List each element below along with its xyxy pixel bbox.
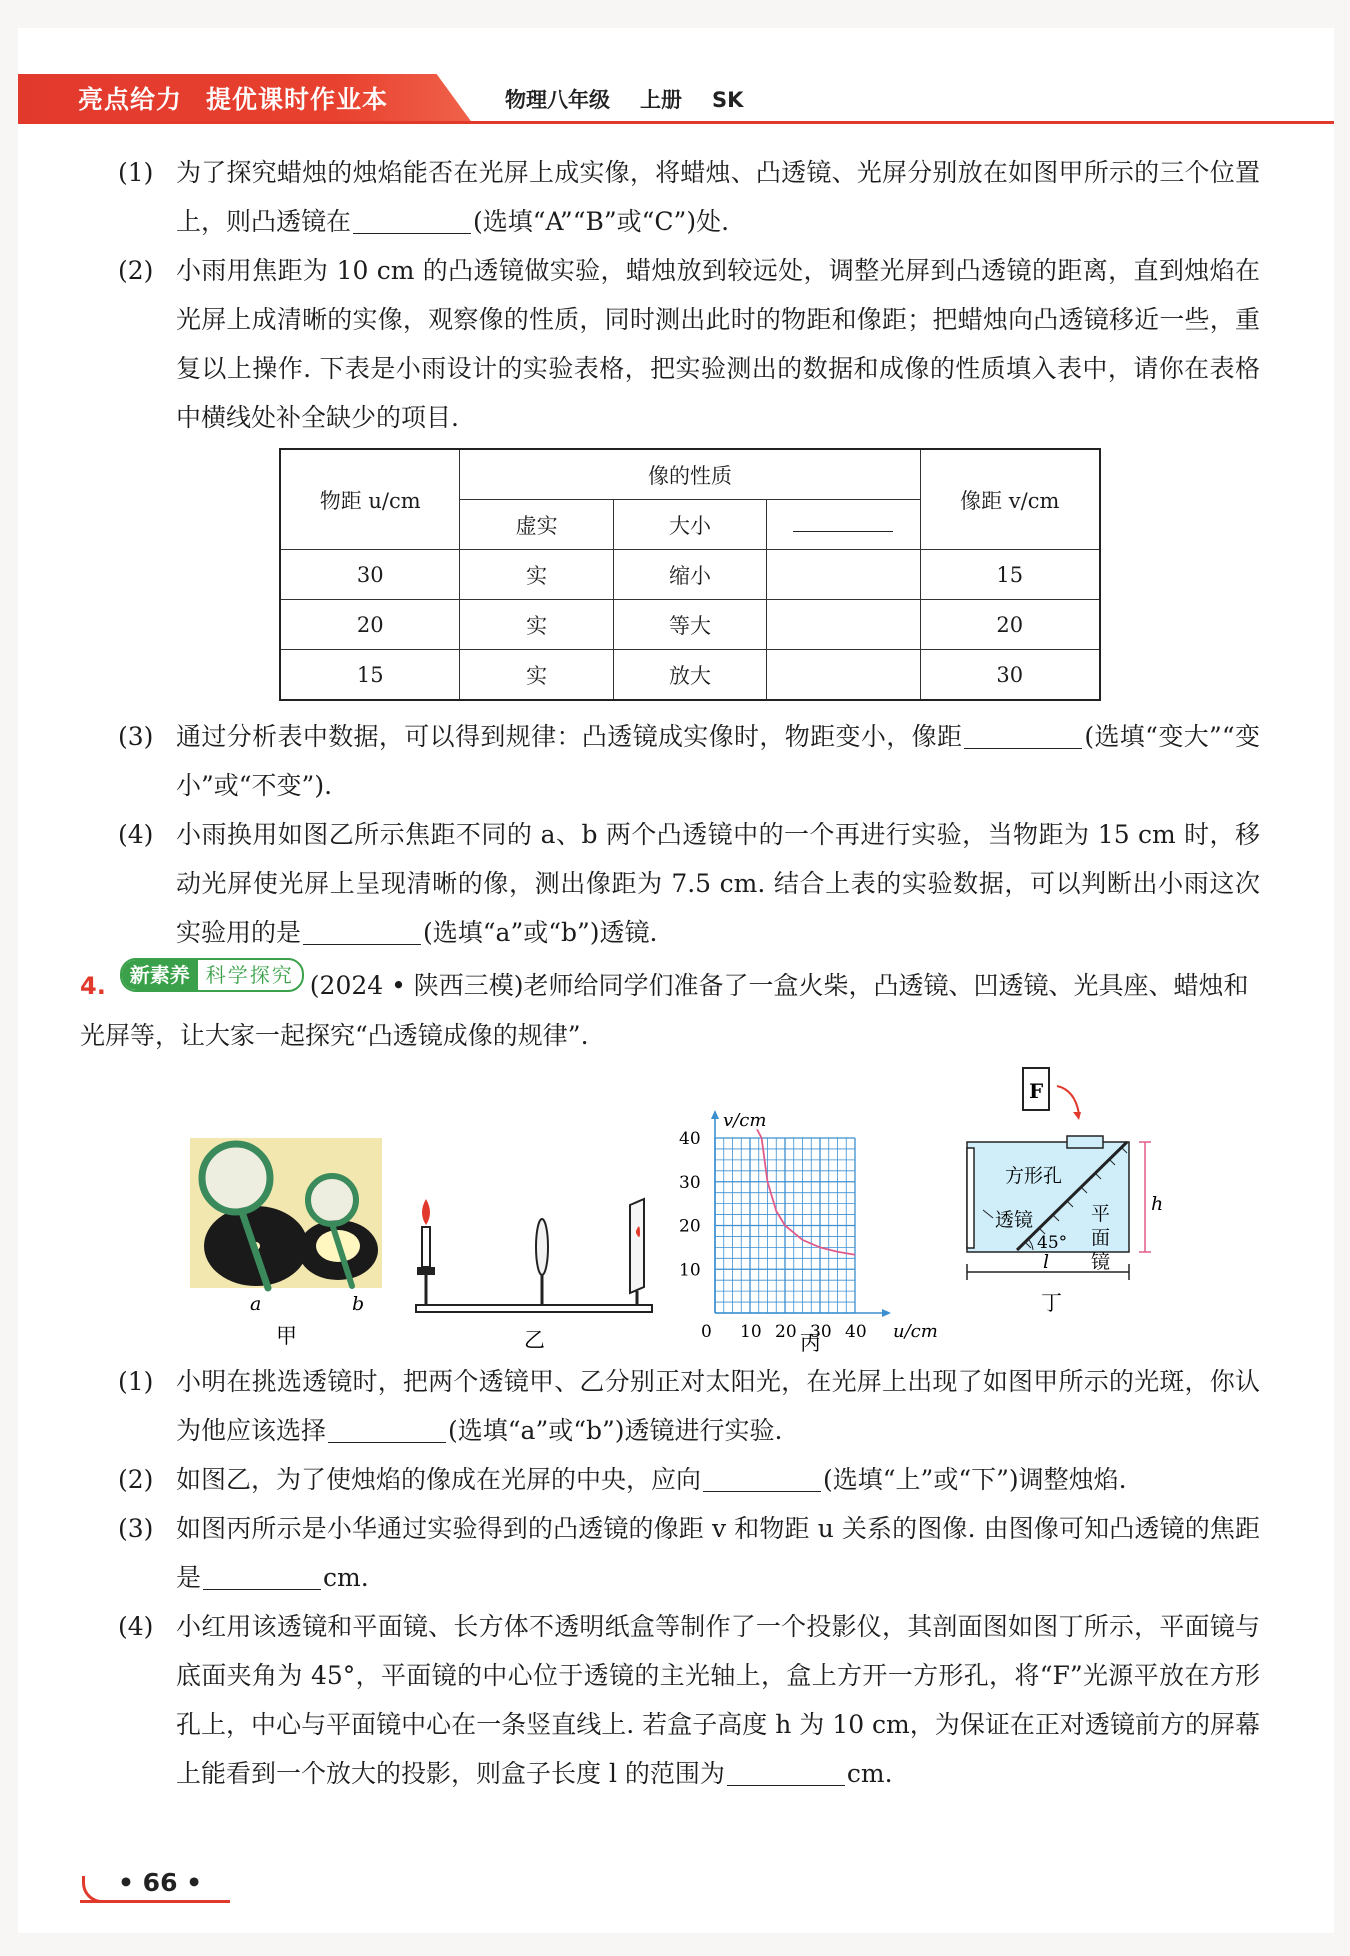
- y-tick-label: 10: [679, 1260, 701, 1281]
- question-text: (选填“a”或“b”)透镜进行实验.: [448, 1416, 783, 1445]
- cell-u: 30: [280, 550, 460, 600]
- cell-real: 实: [460, 650, 613, 701]
- header-rule: [18, 121, 1334, 124]
- answer-blank[interactable]: [353, 208, 471, 234]
- flame-icon: [422, 1199, 430, 1225]
- y-axis-label: v/cm: [723, 1110, 767, 1131]
- answer-blank[interactable]: [727, 1760, 845, 1786]
- brand-name: 亮点给力: [78, 85, 183, 114]
- part-number: (1): [118, 158, 154, 187]
- cell-v: 15: [920, 550, 1100, 600]
- cell-u: 15: [280, 650, 460, 701]
- question-4: [80, 958, 1260, 1060]
- question-text: (选填“变大”“变小”或“不变”).: [176, 722, 1260, 800]
- figure-jia: [190, 1138, 385, 1358]
- hole-label: 方形孔: [1005, 1165, 1063, 1187]
- question-text: 小雨换用如图乙所示焦距不同的 a、b 两个凸透镜中的一个再进行实验，当物距为 15 cm 时，移动光屏使光屏上呈现清晰的像，测出像距为 7.5 cm. 结合上表的实验数据，可以判断出小雨这次实验用的是: [176, 820, 1260, 947]
- candle: [422, 1227, 430, 1267]
- question-text: cm.: [846, 1759, 893, 1788]
- angle-label: 45°: [1037, 1233, 1068, 1253]
- l-label: l: [1043, 1251, 1050, 1273]
- series-name: 提优课时作业本: [206, 85, 389, 114]
- x-tick-label: 30: [810, 1322, 832, 1342]
- part-number: (3): [118, 1514, 154, 1543]
- question-text: 小雨用焦距为 10 cm 的凸透镜做实验，蜡烛放到较远处，调整光屏到凸透镜的距离，直到烛焰在光屏上成清晰的实像，观察像的性质，同时测出此时的物距和像距；把蜡烛向凸透镜移近一些，重复以上操作. 下表是小雨设计的实验表格，把实验测出的数据和成像的性质填入表中，请你在表格中横线处补全缺少的项目.: [176, 256, 1260, 432]
- question-intro: (2024 • 陕西三模)老师给同学们准备了一盒火柴，凸透镜、凹透镜、光具座、蜡烛和光屏等，让大家一起探究“凸透镜成像的规律”.: [80, 971, 1249, 1050]
- y-axis-arrow-icon: [711, 1110, 719, 1119]
- question-text: 小明在挑选透镜时，把两个透镜甲、乙分别正对太阳光，在光屏上出现了如图甲所示的光斑，你认为他应该选择: [176, 1367, 1260, 1445]
- cell-empty[interactable]: [767, 600, 920, 650]
- table-row: [280, 650, 1100, 701]
- cell-size: 等大: [613, 600, 766, 650]
- part-number: (4): [118, 820, 154, 849]
- x-tick-label: 20: [775, 1322, 797, 1342]
- cell-empty[interactable]: [767, 650, 920, 701]
- footer-rule: [80, 1900, 230, 1903]
- header-real: 虚实: [460, 500, 613, 550]
- question-number: 4.: [80, 972, 106, 1000]
- q4-part-1: [120, 1357, 1260, 1455]
- cell-size: 放大: [613, 650, 766, 701]
- q4-part-3: [120, 1504, 1260, 1602]
- caption-bing: 丙: [800, 1331, 821, 1355]
- q3-part-2: [120, 246, 1260, 442]
- optical-bench: [416, 1305, 652, 1312]
- badge-label: 新素养: [122, 960, 198, 990]
- answer-blank[interactable]: [703, 1466, 821, 1492]
- part-number: (1): [118, 1367, 154, 1396]
- chart-series-line: [757, 1129, 855, 1255]
- cell-u: 20: [280, 600, 460, 650]
- lens-label: 透镜: [995, 1209, 1034, 1231]
- square-hole: [1067, 1136, 1103, 1148]
- caption-yi: 乙: [524, 1328, 545, 1352]
- edition: SK: [712, 88, 744, 112]
- volume: 上册: [640, 88, 682, 112]
- arrow-head-icon: [1073, 1112, 1081, 1120]
- experiment-table: [279, 448, 1101, 701]
- f-label: F: [1029, 1079, 1044, 1103]
- cell-v: 30: [920, 650, 1100, 701]
- question-text: 为了探究蜡烛的烛焰能否在光屏上成实像，将蜡烛、凸透镜、光屏分别放在如图甲所示的三个位置上，则凸透镜在: [176, 158, 1260, 236]
- table-row: [280, 600, 1100, 650]
- q3-part-3: [120, 712, 1260, 810]
- label-b: b: [352, 1293, 365, 1315]
- q3-part-4: [120, 810, 1260, 957]
- y-tick-label: 40: [679, 1129, 701, 1149]
- x-axis-arrow-icon: [882, 1309, 891, 1317]
- question-text: 通过分析表中数据，可以得到规律：凸透镜成实像时，物距变小，像距: [176, 722, 963, 751]
- question-text: (选填“上”或“下”)调整烛焰.: [823, 1465, 1127, 1494]
- answer-blank[interactable]: [328, 1417, 446, 1443]
- caption-ding: 丁: [1041, 1291, 1062, 1315]
- question-text: cm.: [323, 1563, 369, 1592]
- q4-part-4: [120, 1602, 1260, 1798]
- question-text: 如图丙所示是小华通过实验得到的凸透镜的像距 v 和物距 u 关系的图像. 由图像可知凸透镜的焦距是: [176, 1514, 1260, 1592]
- figure-yi: [412, 1195, 657, 1360]
- part-number: (3): [118, 722, 154, 751]
- header-brand: [78, 80, 388, 116]
- candle-holder: [417, 1267, 435, 1275]
- chart-ticks: [679, 1129, 867, 1342]
- question-text: (选填“A”“B”或“C”)处.: [473, 207, 730, 236]
- caption-jia: 甲: [276, 1324, 297, 1348]
- x-tick-label: 0: [701, 1322, 712, 1342]
- badge-topic: 科学探究: [205, 963, 294, 987]
- y-tick-label: 20: [679, 1216, 701, 1237]
- q4-part-2: [120, 1455, 1260, 1504]
- header-info: [505, 84, 773, 114]
- part-number: (2): [118, 1465, 154, 1494]
- table-answer-blank[interactable]: [793, 513, 893, 532]
- header-blank[interactable]: [767, 500, 920, 550]
- lens-icon: [536, 1219, 548, 1275]
- chart-axes: [711, 1110, 891, 1317]
- header-u: 物距 u/cm: [280, 449, 460, 550]
- subject: 物理八年级: [505, 88, 610, 112]
- answer-blank[interactable]: [203, 1564, 321, 1590]
- page-number: • 66 •: [118, 1868, 203, 1897]
- lens-a-icon: [202, 1144, 270, 1212]
- literacy-badge: [120, 958, 304, 992]
- mirror-label-3: 镜: [1091, 1251, 1111, 1273]
- x-axis-label: u/cm: [893, 1321, 938, 1342]
- figure-bing-chart: [675, 1105, 940, 1360]
- h-label: h: [1151, 1193, 1164, 1215]
- header-v: 像距 v/cm: [920, 449, 1100, 550]
- light-screen: [630, 1199, 644, 1293]
- rotate-arrow-icon: [1057, 1086, 1079, 1114]
- question-text: 如图乙，为了使烛焰的像成在光屏的中央，应向: [176, 1465, 702, 1494]
- mirror-label-1: 平: [1091, 1203, 1111, 1225]
- part-number: (4): [118, 1612, 154, 1641]
- header-properties: 像的性质: [460, 449, 920, 500]
- question-text: (选填“a”或“b”)透镜.: [423, 918, 658, 947]
- cell-empty[interactable]: [767, 550, 920, 600]
- answer-blank[interactable]: [303, 919, 421, 945]
- lens-icon: [967, 1148, 974, 1248]
- cell-real: 实: [460, 550, 613, 600]
- label-a: a: [250, 1293, 262, 1315]
- table-row: [280, 550, 1100, 600]
- q3-part-1: [120, 148, 1260, 246]
- cell-real: 实: [460, 600, 613, 650]
- mirror-label-2: 面: [1091, 1227, 1111, 1249]
- cell-size: 缩小: [613, 550, 766, 600]
- answer-blank[interactable]: [964, 723, 1082, 749]
- part-number: (2): [118, 256, 154, 285]
- lens-b-icon: [308, 1176, 356, 1224]
- x-tick-label: 40: [845, 1322, 867, 1342]
- cell-v: 20: [920, 600, 1100, 650]
- figure-ding: [955, 1062, 1205, 1360]
- x-tick-label: 10: [740, 1322, 762, 1342]
- y-tick-label: 30: [679, 1172, 701, 1193]
- question-text: 小红用该透镜和平面镜、长方体不透明纸盒等制作了一个投影仪，其剖面图如图丁所示，平面镜与底面夹角为 45°，平面镜的中心位于透镜的主光轴上，盒上方开一方形孔，将“F”光源平放在方形孔上，中心与平面镜中心在一条竖直线上. 若盒子高度 h 为 10 cm，为保证在正对透镜前方的屏幕上能看到一个放大的投影，则盒子长度 l 的范围为: [176, 1612, 1260, 1788]
- header-size: 大小: [613, 500, 766, 550]
